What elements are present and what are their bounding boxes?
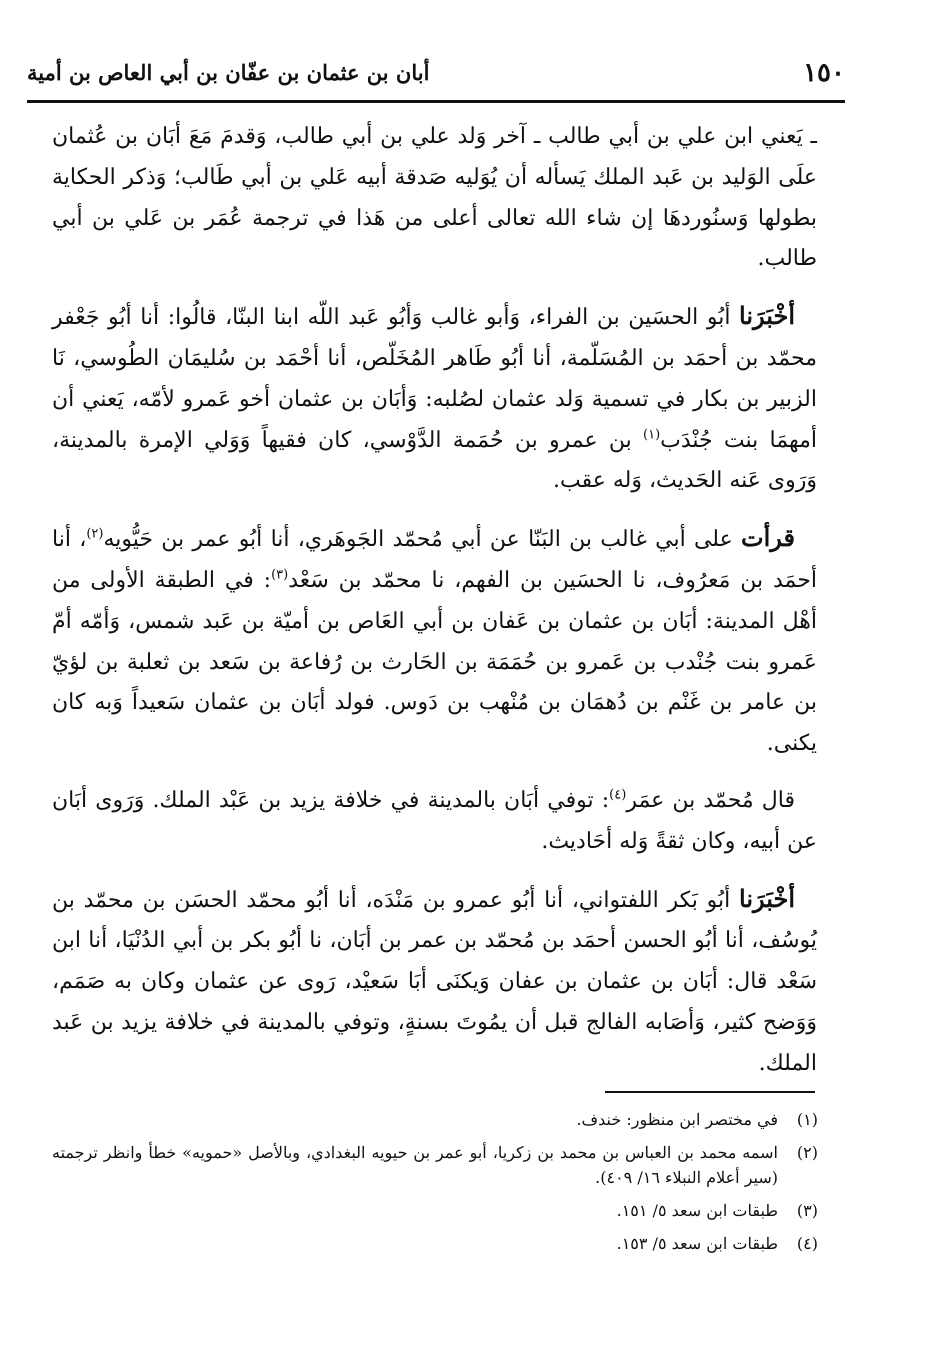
footnote-3 xyxy=(52,1198,818,1223)
paragraph-5 xyxy=(52,879,817,1085)
paragraph-5-text: أبُو بَكر اللفتواني، أنا أبُو عمرو بن مَنْدَه، أنا أبُو محمّد الحسَن بن محمّد بن يُوسُف، أنا أبُو الحسن أحمَد بن مُحمّد بن عمر بن أبَان، نا أبُو بكر بن أبي الدُنْيَا، أنا ابن سَعْد قال: أبَان بن عثمان بن عفان وَيكنَى أبَا سَعيْد، رَوى عن عثمان وكان به صَمَم، وَوَضح كثير، وَأصَابه الفالج قبل أن يمُوتَ بسنةٍ، وتوفي بالمدينة في خلافة يزيد بن عَبد الملك. xyxy=(52,887,817,1076)
footnotes xyxy=(52,1107,818,1264)
footnote-ref-3[interactable]: (٣) xyxy=(271,567,289,583)
paragraph-1-text: ـ يَعني ابن علي بن أبي طالب ـ آخر وَلد علي بن أبي طالب، وَقدمَ مَعَ أبَان بن عُثمان علَى الوَليد بن عَبد الملك يَسأله أن يُوَليه صَدقة أبيه عَلي بن أبي طَالب؛ وَذكر الحكاية بطولها وَسنُوردهَا إن شاء الله تعالى أعلى من هَذا في ترجمة عُمَر بن عَلي بن أبي طالب. xyxy=(52,124,817,272)
footnote-4 xyxy=(52,1231,818,1256)
paragraph-3-text-a: على أبي غالب بن البَنّا عن أبي مُحمّد الجَوهَري، أنا أبُو عمر بن حَيُّويه xyxy=(103,527,741,553)
footnote-number: (١) xyxy=(796,1110,818,1129)
paragraph-3-text-c: : في الطبقة الأولى من أهْل المدينة: أبَان بن عثمان بن عَفان بن أبي العَاص بن أميّة بن عَبد شمس، وَأمّه أمّ عَمرو بنت جُنْدب بن عَمرو بن حُمَمَة بن الحَارث بن رُفاعة بن سَعد بن ثعلبة بن لؤيّ بن عامر بن غَنْم بن دُهمَان بن مُنْهب بن دَوس. فولد أبَان بن عثمان سَعيداً وَبه كان يكنى. xyxy=(52,567,817,757)
footnote-text: طبقات ابن سعد ٥/ ١٥١. xyxy=(616,1201,778,1220)
footnote-text: اسمه محمد بن العباس بن محمد بن زكريا، أبو عمر بن حيويه البغدادي، وبالأصل «حمويه» خطأ وانظر ترجمته (سير أعلام النبلاء ١٦/ ٤٠٩). xyxy=(52,1143,778,1187)
footnote-divider xyxy=(605,1091,815,1093)
footnote-text: في مختصر ابن منظور: خندف. xyxy=(576,1110,778,1129)
paragraph-5-lead: أخْبَرَنا xyxy=(739,883,795,913)
paragraph-4-text-b: : توفي أبَان بالمدينة في خلافة يزيد بن عَبْد الملك. وَرَوى أبَان عن أبيه، وكان ثقةً وَله أحَاديث. xyxy=(52,787,817,854)
paragraph-3 xyxy=(52,518,817,765)
page-header xyxy=(27,56,845,103)
paragraph-2-lead: أخْبَرَنا xyxy=(739,301,795,331)
running-title: أبان بن عثمان بن عفّان بن أبي العاص بن أمية xyxy=(27,60,430,85)
paragraph-1 xyxy=(52,117,817,280)
footnote-ref-2[interactable]: (٢) xyxy=(86,526,104,542)
footnote-text: طبقات ابن سعد ٥/ ١٥٣. xyxy=(616,1234,778,1253)
footnote-ref-1[interactable]: (١) xyxy=(643,427,661,443)
paragraph-2-text-b: بن عمرو بن حُمَمة الدَّوْسي، كان فقيهاً وَوَلي الإمرة بالمدينة، وَرَوى عَنه الحَديث، وَله عقب. xyxy=(52,427,817,494)
paragraph-3-lead: قرأت xyxy=(741,523,795,553)
paragraph-4-text-a: قال مُحمّد بن عمَر xyxy=(626,787,796,813)
paragraph-2-text-a: أبُو الحسَين بن الفراء، وَأبو غالب وَأبُو عَبد اللّه ابنا البنّا، قالُوا: أنا أبُو جَعْفر محمّد بن أحمَد بن المُسَلّمة، أنا أبُو طَاهر المُخَلّص، أنا أحْمَد بن سُليمَان الطُوسي، نَا الزبير بن بكار في تسمية وَلد عثمان لصُلبه: وَأبَان بن عثمان أخو عَمرو لأمّه، يَعني أن أمهمَا بنت جُنْدَب xyxy=(52,305,818,453)
footnote-number: (٣) xyxy=(796,1201,818,1220)
footnote-1 xyxy=(52,1107,818,1132)
paragraph-3-text-b: ، أنا أحمَد بن مَعرُوف، نا الحسَين بن الفهم، نا محمّد بن سَعْد xyxy=(52,527,817,593)
main-text xyxy=(52,117,817,1085)
footnote-number: (٢) xyxy=(796,1143,818,1162)
footnote-2 xyxy=(52,1140,818,1190)
paragraph-2 xyxy=(52,296,817,502)
paragraph-4 xyxy=(52,781,817,863)
footnote-ref-4[interactable]: (٤) xyxy=(609,787,627,803)
footnote-number: (٤) xyxy=(796,1234,818,1253)
page-number: ١٥٠ xyxy=(803,58,845,88)
